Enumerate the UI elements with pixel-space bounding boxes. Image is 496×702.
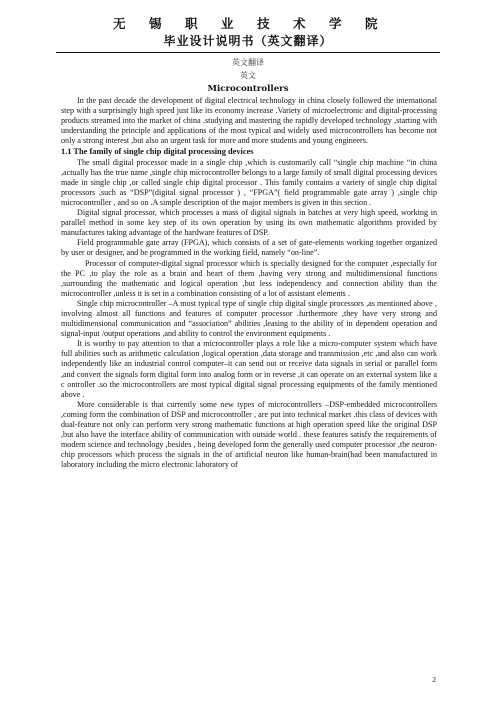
body-text [61,96,437,470]
paragraph-microcontroller: Single chip microcontroller –A most typical type of single chip digital single processors ,as mentioned above , involving almost all functions and features of computer processor .furthermore ,they have very strong and multidimensional communication and “association” abilities ,leasing to the ability of in dependent operation and signal-input /output operations ,and ability to control the environment equipments . [61,298,437,339]
document-title: 毕业设计说明书（英文翻译） [163,34,333,48]
header-rule [56,52,440,53]
page-number: 2 [432,675,436,684]
paragraph-considerable: More considerable is that currently some new types of microcontrollers –DSP-embedded microcontrollers ,coming form the combination of DSP and microcontroller , are put into technical market .this class of devices with dual-feature not only can perform very strong mathematic functions at high operation speed like the original DSP ,but also have the interface ability of communication with outside world . these features satisfy the requirements of modern science and technology ,besides , being developed form the generally used computer processor ,the neuron-chip processors which process the signals in the of artificial neuron like human-brain(had been manufactured in laboratory including the micro electronic laboratory of [61,399,437,470]
paragraph-dsp: Digital signal processor, which processes a mass of digital signals in batches at very high speed, working in parallel method in some key step of its own operation by using its own mathematic algorithms provided by manufactures taking advantage of the hardware features of DSP. [61,208,437,238]
paragraph-family: The small digital processor made in a single chip ,which is customarily call “single chip machine “in china ,actually has the true name ,single chip microcontroller belongs to a large family of small digital processing devices made in single chip ,or called single chip digital processor . This family contains a variety of single chip digital processors ,such as “DSP”(digital signal processor ) , “FPGA”( field programmable gate array ) ,single chip microcontroller , and so on .A simple description of the major members is given in this section . [61,157,437,207]
paragraph-fpga: Field programmable gate array (FPGA), which consists of a set of gate-elements working together organized by user or designer, and be programmed in the working field, namely “on-line”. [61,238,437,258]
paragraph-processor: Processor of computer-digital signal processor which is specially designed for the computer ,especially for the PC ,to play the role as a brain and heart of them ,having very strong and multidimensional functions ,surrounding the mathematic and logical operation ,but less independency and connection ability than the microcontroller ,unless it is set in a combination consisting of a lot of assistant elements . [61,258,437,298]
article-title: Microcontrollers [207,84,289,94]
school-name: 无 锡 职 业 技 术 学 院 [112,16,383,31]
section-heading: 1.1 The family of single chip digital processing devices [61,147,254,157]
paragraph-worthy: It is worthy to pay attention to that a microcontroller plays a role like a micro-computer system which have full abilities such as arithmetic calculation ,logical operation ,data storage and transmission ,etc ,and also can work independently like an industrial control computer–it can send out or receive data signals in serial or parallel form ,and convert the signals form digital form into analog form or in reverse ,it can operate on an external system like a c ontroller .so the microcontrollers are most typical digital signal processing equipments of the family mentioned above . [61,339,437,399]
subheading-translation: 英文翻译 [232,58,264,67]
paragraph-intro: In the past decade the development of digital electrical technology in china closely followed the international step with a surprisingly high speed just like its economy increase .Variety of microelectronic and digital-processing products streamed into the market of china .studying and mastering the rapidly developed technology ,starting with understanding the principle and applications of the most typical and widely used microcontrollers has become not only a strong interest ,but also an urgent task for more and more students and young engineers. [61,96,437,146]
subheading-english: 英文 [240,71,256,80]
